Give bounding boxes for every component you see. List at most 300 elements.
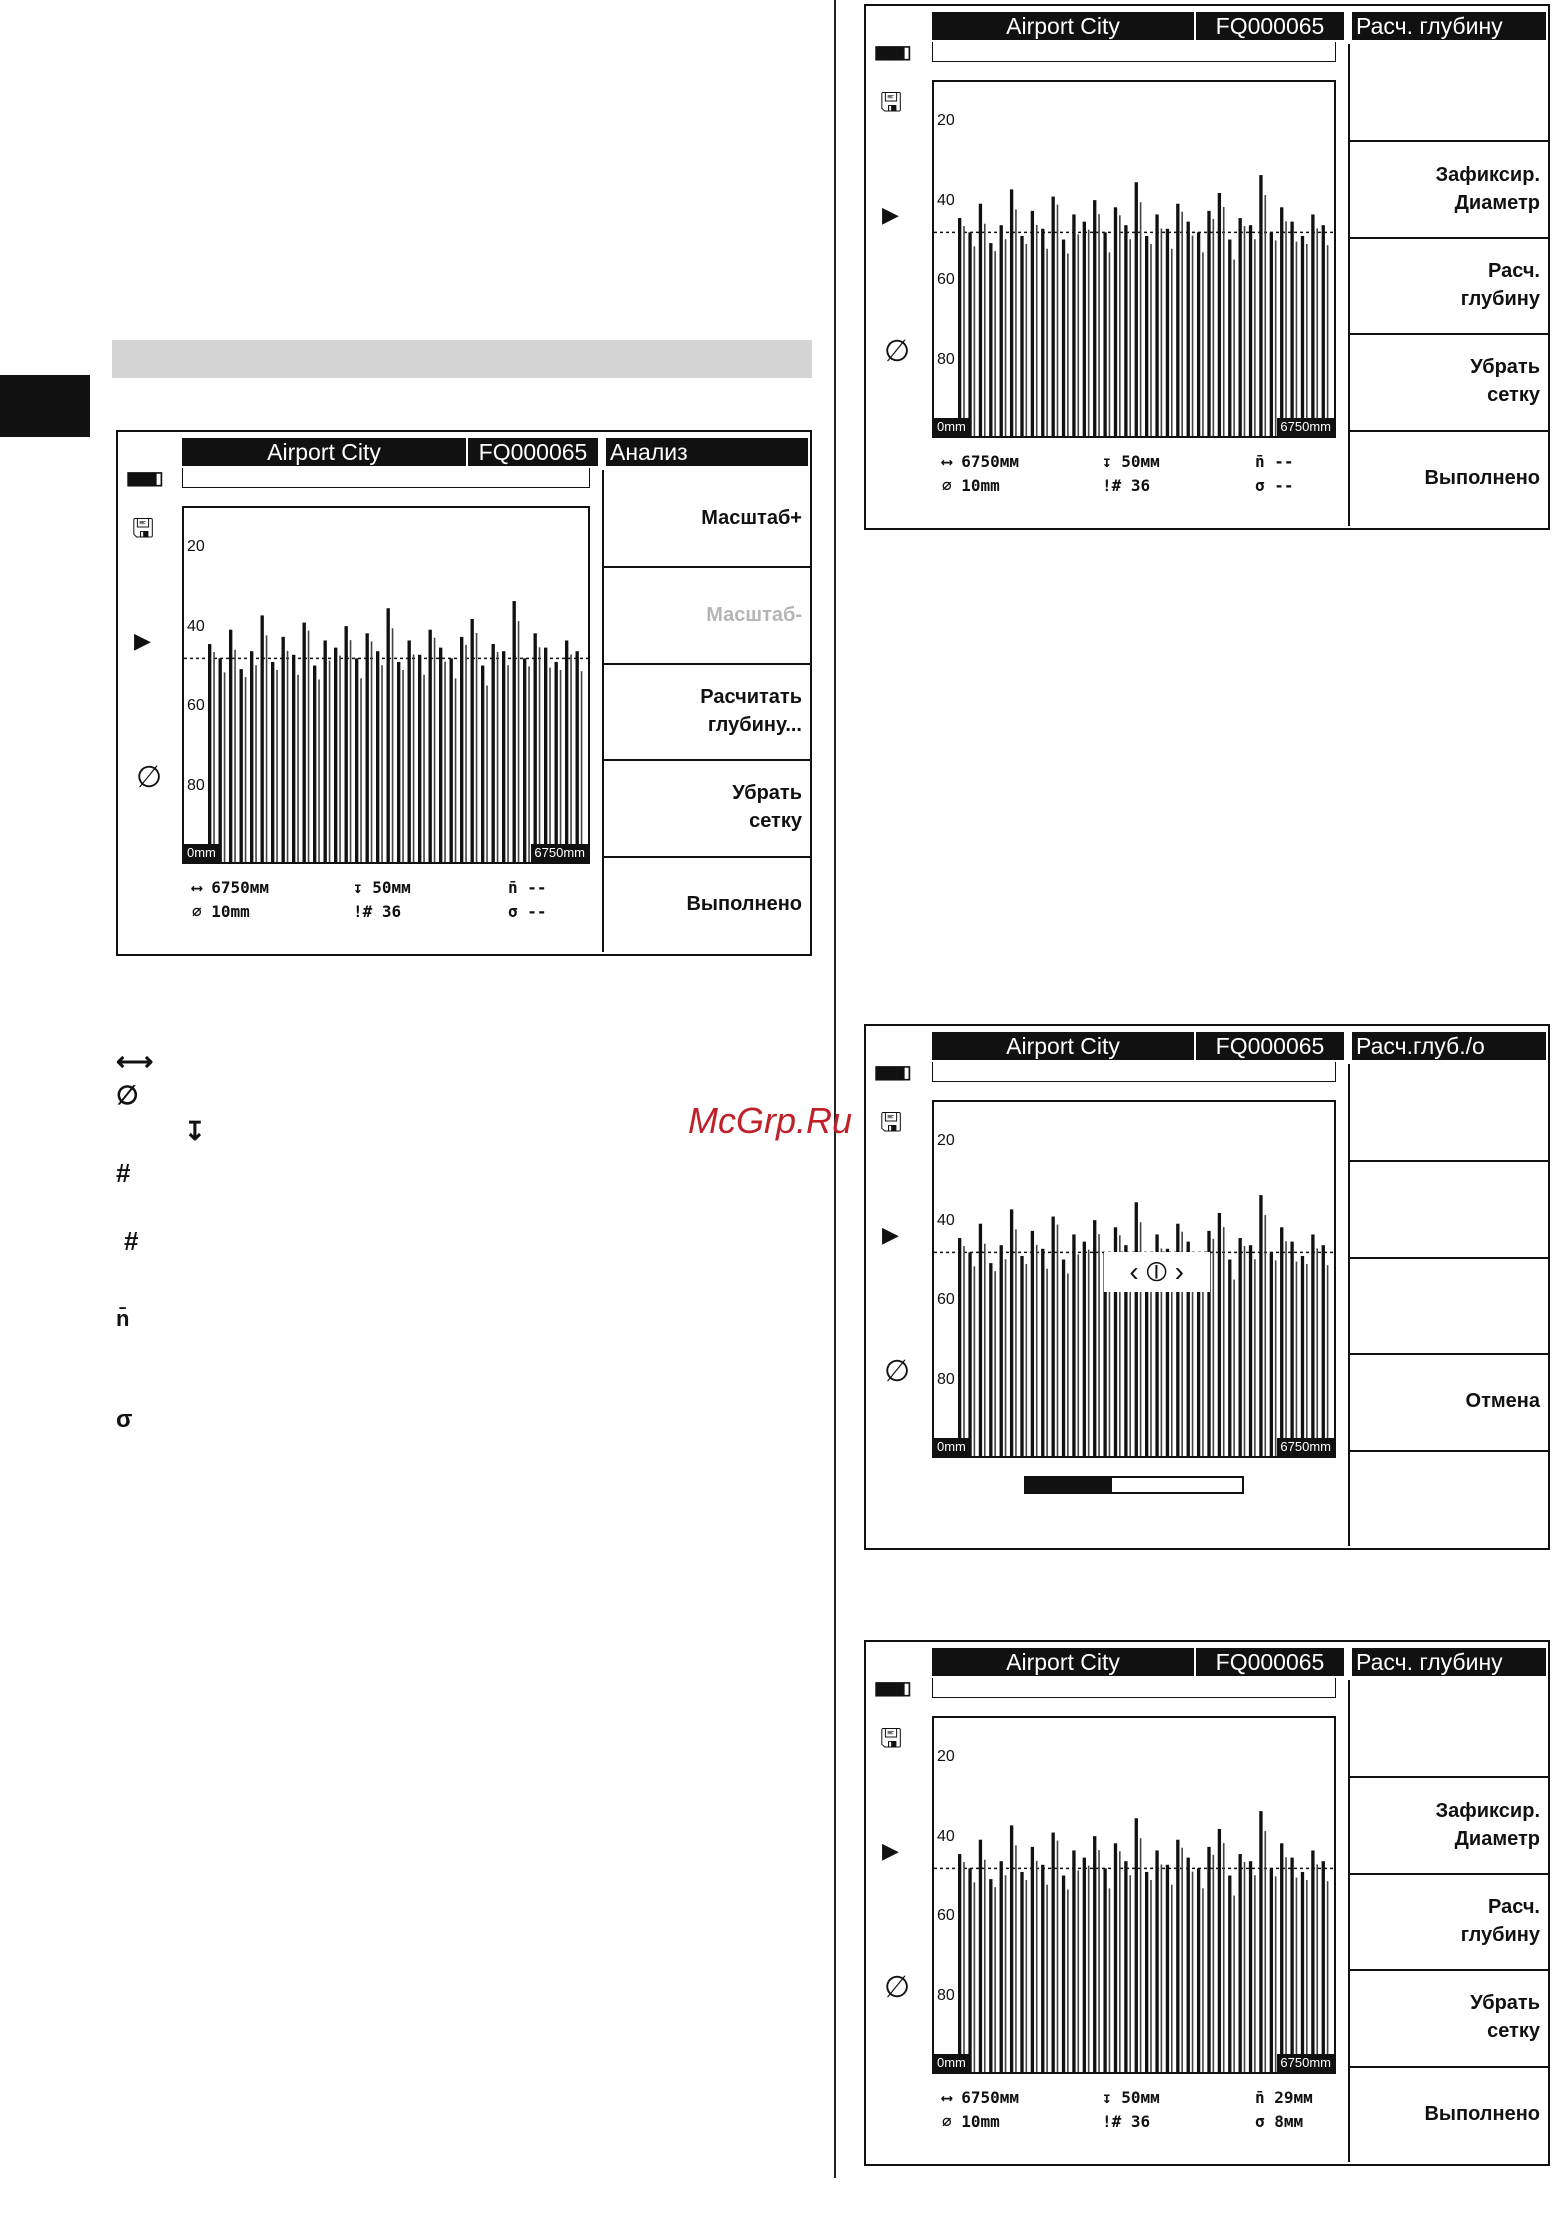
save-icon: 🖫 — [880, 1107, 903, 1137]
signal-bar — [1213, 1239, 1215, 1458]
signal-bar — [271, 662, 274, 864]
header-location: Airport City — [182, 438, 466, 466]
signal-bar — [963, 1246, 965, 1458]
signal-bar — [224, 672, 226, 864]
diameter-icon: ∅ — [884, 1971, 911, 2004]
status-depth-value: 50мм — [1121, 2088, 1160, 2107]
signal-bar — [402, 670, 404, 864]
signal-bar — [276, 670, 278, 864]
scan-ruler — [932, 1062, 1336, 1082]
signal-bar — [1062, 240, 1065, 438]
signal-bar — [1135, 1818, 1138, 2074]
device-screen-calc-result — [864, 1640, 1550, 2166]
signal-bar — [1098, 214, 1100, 438]
signal-bar — [1036, 1861, 1038, 2074]
signal-bar — [1322, 1861, 1325, 2074]
status-n_avg — [1255, 2088, 1313, 2107]
signal-bar — [1202, 1888, 1204, 2074]
signal-bar — [1218, 193, 1221, 438]
signal-bar — [989, 1263, 992, 1458]
menu-separator — [1350, 237, 1548, 239]
signal-bar — [408, 640, 411, 864]
depth-icon: ↧ — [184, 1116, 206, 1146]
signal-bar — [1171, 1885, 1173, 2074]
signal-bar — [1290, 222, 1293, 438]
signal-bar — [1301, 1872, 1304, 2074]
signal-bar — [1077, 1254, 1079, 1458]
signal-bar — [1155, 214, 1158, 438]
signal-bar — [1103, 1868, 1106, 2074]
signal-bar — [1000, 225, 1003, 438]
y-axis-label: 60 — [937, 1291, 955, 1308]
status-length-value: 6750мм — [961, 2088, 1020, 2107]
signal-bar — [581, 671, 583, 864]
signal-bar — [1270, 232, 1273, 438]
status-length-icon: ⟷ — [942, 452, 962, 471]
header-location: Airport City — [932, 1648, 1194, 1676]
signal-bar — [963, 226, 965, 438]
signal-bar — [1264, 1215, 1266, 1458]
signal-bar — [1264, 1831, 1266, 2074]
y-axis-label: 40 — [187, 617, 205, 635]
menu-separator — [604, 566, 810, 568]
signal-bar — [1244, 1862, 1246, 2074]
cursor-marker-icon: ▶ — [882, 1222, 899, 1247]
signal-bar — [1228, 1876, 1231, 2074]
signal-bar — [968, 1252, 971, 1458]
signal-bar — [989, 243, 992, 438]
signal-bar — [1213, 1855, 1215, 2074]
status-depth-icon: ↧ — [1102, 452, 1122, 471]
signal-bar — [1301, 236, 1304, 438]
menu-separator — [1350, 140, 1548, 142]
signal-bar — [1327, 1881, 1329, 2074]
signal-bar — [1223, 207, 1225, 438]
menu-item-5[interactable]: Выполнено — [686, 892, 802, 915]
signal-bar — [282, 637, 285, 864]
signal-bar — [1067, 254, 1069, 438]
signal-bar — [1316, 228, 1318, 438]
signal-bar — [565, 640, 568, 864]
signal-bar — [1316, 1864, 1318, 2074]
device-screen-calc-progress — [864, 1024, 1550, 1550]
status-sigma-icon: σ — [1255, 2112, 1275, 2131]
signal-bar — [1202, 1272, 1204, 1458]
column-divider — [834, 0, 836, 2178]
status-count-icon: !# — [353, 902, 382, 921]
signal-bar — [1161, 228, 1163, 438]
signal-bar — [413, 654, 415, 864]
signal-bar — [439, 648, 442, 864]
status-depth-icon: ↧ — [353, 878, 373, 897]
status-length-value: 6750мм — [961, 452, 1020, 471]
menu-item-4[interactable]: Убрать сетку — [1470, 356, 1540, 407]
signal-bar — [240, 669, 243, 864]
signal-bar — [423, 675, 425, 864]
menu-item-3[interactable]: Расч. глубину — [1460, 1896, 1540, 1946]
menu-separator — [604, 856, 810, 858]
signal-bar — [544, 648, 547, 864]
signal-bar — [1322, 225, 1325, 438]
signal-bar — [1129, 1875, 1131, 2074]
signal-bar — [1213, 219, 1215, 438]
signal-bar — [339, 656, 341, 864]
menu-separator — [604, 663, 810, 665]
signal-bar — [1140, 202, 1142, 438]
calc-progress-fill — [1026, 1478, 1112, 1492]
signal-bar — [979, 1840, 982, 2074]
signal-bar — [968, 232, 971, 438]
signal-bar — [1275, 1260, 1277, 1458]
signal-bar — [1000, 1245, 1003, 1458]
status-diameter — [942, 476, 1000, 495]
signal-bar — [994, 1887, 996, 2074]
scan-ruler — [932, 42, 1336, 62]
count-icon: # — [116, 1158, 131, 1188]
signal-bar — [1155, 1850, 1158, 2074]
signal-bar — [549, 668, 551, 864]
status-diameter-icon: ∅ — [192, 902, 212, 921]
signal-bar — [1223, 1843, 1225, 2074]
signal-bar — [1327, 1265, 1329, 1458]
signal-bar — [255, 665, 257, 864]
signal-bar — [984, 1244, 986, 1458]
signal-bar — [1036, 1245, 1038, 1458]
menu-item-2[interactable]: Зафиксир. Диаметр — [1435, 1799, 1540, 1850]
signal-bar — [1072, 214, 1075, 438]
signal-bar — [1280, 207, 1283, 438]
signal-bar — [1020, 1256, 1023, 1458]
rebar-signal-bars — [934, 1718, 1336, 2074]
menu-separator — [1350, 1450, 1548, 1452]
signal-bar — [974, 1266, 976, 1458]
signal-bar — [1103, 232, 1106, 438]
signal-bar — [1072, 1850, 1075, 2074]
signal-bar — [1166, 1865, 1169, 2074]
status-sigma-value: -- — [1274, 476, 1294, 495]
signal-bar — [1067, 1890, 1069, 2074]
signal-bar — [984, 1860, 986, 2074]
menu-item-3[interactable]: Расчитать глубину... — [700, 686, 802, 736]
cursor-marker-icon: ▶ — [882, 1838, 899, 1863]
scan-plot — [932, 80, 1336, 438]
status-sigma — [1255, 476, 1294, 495]
signal-bar — [1181, 1848, 1183, 2074]
signal-bar — [1057, 205, 1059, 438]
calc-progress-bar — [1024, 1476, 1244, 1494]
signal-bar — [1249, 1245, 1252, 1458]
signal-bar — [1020, 1872, 1023, 2074]
signal-bar — [1296, 1878, 1298, 2074]
signal-bar — [250, 651, 253, 864]
menu-item-5[interactable]: Выполнено — [1424, 2102, 1540, 2125]
signal-bar — [1031, 211, 1034, 438]
x-axis-start-label: 0mm — [934, 1438, 969, 1456]
signal-bar — [1145, 1872, 1148, 2074]
signal-bar — [984, 224, 986, 438]
signal-bar — [1067, 1274, 1069, 1458]
status-count — [1102, 2112, 1150, 2131]
save-icon: 🖫 — [880, 1723, 903, 1753]
x-axis-end-label: 6750mm — [531, 844, 588, 862]
signal-bar — [1233, 1280, 1235, 1458]
signal-bar — [1031, 1231, 1034, 1458]
signal-bar — [1249, 1861, 1252, 2074]
signal-bar — [219, 658, 222, 864]
signal-bar — [434, 638, 436, 864]
signal-bar — [1259, 1195, 1262, 1458]
signal-bar — [1077, 1870, 1079, 2074]
menu-separator — [1350, 1257, 1548, 1259]
signal-bar — [570, 654, 572, 864]
signal-bar — [381, 665, 383, 864]
signal-bar — [1083, 222, 1086, 438]
signal-bar — [523, 658, 526, 864]
menu-item-1[interactable]: Масштаб+ — [701, 507, 802, 530]
save-icon: 🖫 — [880, 87, 903, 117]
signal-bar — [1150, 244, 1152, 438]
signal-bar — [1176, 1840, 1179, 2074]
status-length — [192, 878, 269, 897]
signal-bar — [1306, 1880, 1308, 2074]
status-diameter-value: 10mm — [961, 476, 1000, 495]
signal-bar — [1052, 1217, 1055, 1458]
signal-bar — [1005, 239, 1007, 438]
signal-bar — [1259, 1811, 1262, 2074]
signal-bar — [1062, 1260, 1065, 1458]
depth-cursor-icon[interactable]: ‹ ⦶ › — [1104, 1252, 1210, 1292]
sigma-icon: σ — [116, 1406, 133, 1433]
signal-bar — [1119, 1851, 1121, 2074]
menu-item-4[interactable]: Отмена — [1465, 1390, 1540, 1413]
diameter-icon: ∅ — [116, 1080, 139, 1110]
signal-bar — [979, 1224, 982, 1458]
menu-item-5[interactable]: Выполнено — [1424, 466, 1540, 489]
count-alert-icon: # — [124, 1226, 139, 1256]
signal-bar — [1254, 1875, 1256, 2074]
menu-separator — [1350, 430, 1548, 432]
signal-bar — [303, 623, 306, 864]
section-tab-marker — [0, 375, 90, 437]
signal-bar — [1057, 1841, 1059, 2074]
signal-bar — [1306, 244, 1308, 438]
menu-item-3[interactable]: Расч. глубину — [1460, 260, 1540, 310]
signal-bar — [213, 652, 215, 864]
signal-bar — [1197, 232, 1200, 438]
battery-icon: ▮▮▮▮▯ — [874, 1062, 909, 1082]
signal-bar — [1109, 1888, 1111, 2074]
signal-bar — [292, 655, 295, 864]
signal-bar — [1254, 1259, 1256, 1458]
signal-bar — [1270, 1868, 1273, 2074]
signal-bar — [329, 660, 331, 864]
signal-bar — [1280, 1227, 1283, 1458]
status-n_avg-icon: n̄ — [1255, 452, 1275, 471]
signal-bar — [450, 658, 453, 864]
scan-ruler — [182, 468, 590, 488]
signal-bar — [387, 608, 390, 864]
signal-bar — [1119, 215, 1121, 438]
status-length-icon: ⟷ — [942, 2088, 962, 2107]
signal-bar — [208, 644, 211, 864]
signal-bar — [1285, 221, 1287, 438]
status-count-icon: !# — [1102, 2112, 1131, 2131]
status-sigma-value: -- — [527, 902, 547, 921]
menu-title: Анализ — [606, 438, 808, 466]
menu-separator — [1350, 1776, 1548, 1778]
menu-separator — [1350, 1353, 1548, 1355]
x-axis-end-label: 6750mm — [1277, 2054, 1334, 2072]
x-axis-start-label: 0mm — [184, 844, 219, 862]
menu-separator — [1350, 333, 1548, 335]
signal-bar — [1239, 218, 1242, 438]
status-diameter — [192, 902, 250, 921]
signal-bar — [1052, 1833, 1055, 2074]
signal-bar — [497, 652, 499, 864]
signal-bar — [958, 218, 961, 438]
status-depth — [353, 878, 411, 897]
signal-bar — [1041, 1865, 1044, 2074]
signal-bar — [455, 678, 457, 864]
signal-bar — [994, 251, 996, 438]
status-n_avg-icon: n̄ — [1255, 2088, 1275, 2107]
signal-bar — [974, 1882, 976, 2074]
menu-item-2[interactable]: Зафиксир. Диаметр — [1435, 163, 1540, 214]
y-axis-label: 40 — [937, 1827, 955, 1845]
signal-bar — [366, 633, 369, 864]
status-depth-icon: ↧ — [1102, 2088, 1122, 2107]
battery-icon: ▮▮▮▮▯ — [874, 42, 909, 62]
signal-bar — [266, 635, 268, 864]
status-diameter-value: 10mm — [211, 902, 250, 921]
signal-bar — [1093, 200, 1096, 438]
signal-bar — [1015, 209, 1017, 438]
signal-bar — [1077, 234, 1079, 438]
signal-bar — [1218, 1829, 1221, 2074]
signal-bar — [1187, 1858, 1190, 2074]
menu-separator — [1350, 1969, 1548, 1971]
signal-bar — [968, 1868, 971, 2074]
y-axis-label: 60 — [937, 271, 955, 288]
signal-bar — [1010, 1825, 1013, 2074]
status-length — [942, 452, 1019, 471]
status-sigma — [1255, 2112, 1303, 2131]
signal-bar — [1015, 1229, 1017, 1458]
signal-bar — [1296, 242, 1298, 438]
header-file-id: FQ000065 — [1196, 1648, 1344, 1676]
signal-bar — [1041, 229, 1044, 438]
status-n_avg-icon: n̄ — [508, 878, 528, 897]
menu-item-4[interactable]: Убрать сетку — [732, 782, 802, 833]
signal-bar — [1010, 189, 1013, 438]
signal-bar — [994, 1271, 996, 1458]
signal-bar — [1223, 1227, 1225, 1458]
x-axis-start-label: 0mm — [934, 418, 969, 436]
battery-icon: ▮▮▮▮▯ — [126, 468, 161, 488]
signal-bar — [1057, 1225, 1059, 1458]
header-location: Airport City — [932, 1032, 1194, 1060]
signal-bar — [1161, 1864, 1163, 2074]
signal-bar — [1311, 214, 1314, 438]
signal-bar — [1114, 207, 1117, 438]
signal-bar — [1296, 1262, 1298, 1458]
y-axis-label: 60 — [937, 1907, 955, 1924]
signal-bar — [1239, 1854, 1242, 2074]
scan-plot — [932, 1716, 1336, 2074]
signal-bar — [1145, 236, 1148, 438]
signal-bar — [1239, 1238, 1242, 1458]
status-n_avg — [1255, 452, 1294, 471]
signal-bar — [345, 626, 348, 864]
header-location: Airport City — [932, 12, 1194, 40]
menu-item-2[interactable]: Масштаб- — [706, 603, 802, 626]
signal-bar — [471, 619, 474, 864]
status-diameter-value: 10mm — [961, 2112, 1000, 2131]
signal-bar — [1280, 1843, 1283, 2074]
signal-bar — [1015, 1845, 1017, 2074]
save-icon: 🖫 — [132, 513, 155, 543]
signal-bar — [324, 640, 327, 864]
status-count — [1102, 476, 1150, 495]
signal-bar — [528, 666, 530, 864]
signal-bar — [1083, 1858, 1086, 2074]
y-axis-label: 40 — [937, 191, 955, 209]
signal-bar — [360, 678, 362, 864]
signal-bar — [1244, 1246, 1246, 1458]
status-depth-value: 50мм — [1121, 452, 1160, 471]
signal-bar — [334, 648, 337, 864]
scan-plot — [932, 1100, 1336, 1458]
signal-bar — [1046, 249, 1048, 438]
signal-bar — [492, 644, 495, 864]
signal-bar — [1005, 1875, 1007, 2074]
signal-bar — [1109, 1272, 1111, 1458]
signal-bar — [1129, 239, 1131, 438]
softkey-menu — [1348, 1064, 1548, 1546]
menu-title: Расч. глубину — [1352, 12, 1546, 40]
scan-plot — [182, 506, 590, 864]
signal-bar — [1187, 222, 1190, 438]
signal-bar — [989, 1879, 992, 2074]
header-file-id: FQ000065 — [1196, 12, 1344, 40]
status-sigma — [508, 902, 547, 921]
softkey-menu — [1348, 44, 1548, 526]
status-length-value: 6750мм — [211, 878, 270, 897]
status-depth — [1102, 2088, 1160, 2107]
signal-bar — [518, 621, 520, 864]
battery-icon: ▮▮▮▮▯ — [874, 1678, 909, 1698]
signal-bar — [1036, 225, 1038, 438]
signal-bar — [1150, 1264, 1152, 1458]
signal-bar — [1026, 1880, 1028, 2074]
y-axis-label: 20 — [937, 112, 955, 129]
rebar-signal-bars — [934, 82, 1336, 438]
signal-bar — [1083, 1242, 1086, 1458]
signal-bar — [1041, 1249, 1044, 1458]
status-n_avg-value: 29мм — [1274, 2088, 1313, 2107]
signal-bar — [1290, 1242, 1293, 1458]
signal-bar — [1327, 245, 1329, 438]
signal-bar — [1062, 1876, 1065, 2074]
status-sigma-icon: σ — [508, 902, 528, 921]
menu-item-4[interactable]: Убрать сетку — [1470, 1992, 1540, 2043]
status-sigma-value: 8мм — [1274, 2112, 1304, 2131]
signal-bar — [1135, 1202, 1138, 1458]
signal-bar — [1046, 1269, 1048, 1458]
signal-bar — [1301, 1256, 1304, 1458]
signal-bar — [1088, 230, 1090, 438]
signal-bar — [460, 637, 463, 864]
